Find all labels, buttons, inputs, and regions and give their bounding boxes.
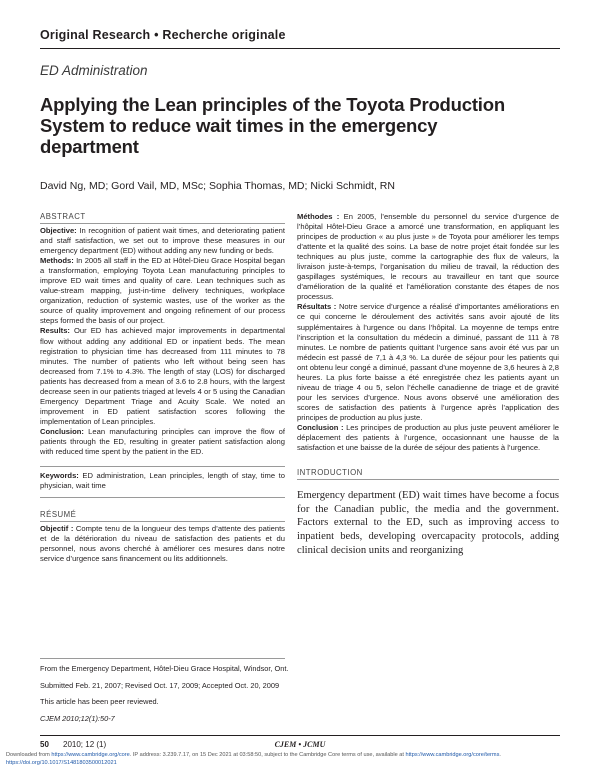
footnote-divider [40, 658, 285, 659]
doi-line [6, 760, 117, 766]
article-authors: David Ng, MD; Gord Vail, MD, MSc; Sophia Thomas, MD; Nicki Schmidt, RN [40, 180, 395, 192]
resume-heading: RÉSUMÉ [40, 510, 285, 522]
abstract-results: Results: Our ED has achieved major improvements in departmental flow without adding any additional ED or inpatient beds. The mean registration to physician time has decreased from 111 minutes to 78 minutes. The number of patients who left without being seen has decreased from 7.1% to 4.3%. The length of stay (LOS) for discharged patients has decreased from a mean of 3.6 to 2.8 hours, with the largest decrease seen in our patients triaged at levels 4 or 5 using the Canadian Emergency Department Triage and Acuity Scale. We noted an improvement in ED patient satisfaction scores following the implementation of Lean principles. [40, 326, 285, 426]
keywords-block [40, 466, 285, 498]
article-title: Applying the Lean principles of the Toyota Production System to reduce wait times in the emergency department [40, 94, 505, 157]
header-divider [40, 48, 560, 49]
section-header [40, 28, 286, 42]
resume-conclusion: Conclusion : Les principes de production au plus juste peuvent améliorer le déplacement des patients à l’urgence, occasionnant une hausse de la satisfaction et une baisse de la durée de séjour des patients à l’urgence. [297, 422, 559, 453]
page-number: 50 [40, 740, 49, 749]
introduction-heading: INTRODUCTION [297, 468, 559, 480]
article-category: ED Administration [40, 63, 148, 78]
abstract-objective: Objective: In recognition of patient wait times, and deteriorating patient and staff satisfaction, we set out to improve these measures in our emergency department (ED) without adding any new funding or beds. [40, 226, 285, 256]
abstract-conclusion: Conclusion: Lean manufacturing principles can improve the flow of patients through the ED, resulting in greater patient satisfaction along with reduced time spent by the patient in the ED. [40, 426, 285, 457]
resume-methodes: Méthodes : En 2005, l’ensemble du personnel du service d’urgence de l’hôpital Hôtel-Dieu Grace a amorcé une transformation, en appliquant les principes de production « au plus juste » de Toyota pour améliorer les temps d’attente et la qualité des soins. La base de notre projet était fondée sur les techniques au plus juste, comme la cartographie des flux de valeurs, la livraison juste-à-temps, l’organisation du milieu de travail, la réduction des gaspillages systémiques, le recours au travailleur en tant que source d’amélioration de la qualité et l’amélioration constante des étapes de nos processus. [297, 212, 559, 302]
citation: CJEM 2010;12(1):50-7 [40, 714, 115, 723]
section-title-fr: Recherche originale [162, 28, 286, 42]
submission-dates: Submitted Feb. 21, 2007; Revised Oct. 17, 2009; Accepted Oct. 20, 2009 [40, 681, 280, 690]
doi-link[interactable]: https://doi.org/10.1017/S1481803500012021 [6, 760, 117, 766]
volume-info: 2010; 12 (1) [63, 740, 107, 749]
bullet-separator: • [154, 28, 159, 42]
footer-divider [40, 735, 560, 736]
right-column [297, 212, 559, 568]
cambridge-core-link[interactable]: https://www.cambridge.org/core [51, 752, 130, 758]
left-column [40, 212, 285, 564]
peer-review-note: This article has been peer reviewed. [40, 697, 159, 706]
abstract-methods: Methods: In 2005 all staff in the ED at Hôtel-Dieu Grace Hospital began a transformation, employing Toyota Lean manufacturing principles to improve ED wait times and quality of care. Lean techniques such as value-stream mapping, just-in-time delivery techniques, workplace organization, reduction of systemic wastes, use of the worker as the source of quality improvement and ongoing refinement of our process steps formed the basis of our project. [40, 256, 285, 326]
journal-name: CJEM • JCMU [274, 740, 326, 749]
abstract-heading: ABSTRACT [40, 212, 285, 224]
introduction-text: Emergency department (ED) wait times have become a focus for the Canadian public, the media and the government. Factors external to the ED, such as improving access to inpatient beds, developing overcapacity protocols, adding clinical decision units and reorganizing [297, 490, 559, 556]
affiliation-note: From the Emergency Department, Hôtel-Dieu Grace Hospital, Windsor, Ont. [40, 664, 289, 673]
section-title-en: Original Research [40, 28, 151, 42]
keywords: Keywords: ED administration, Lean principles, length of stay, time to physician, wait time [40, 471, 285, 491]
terms-link[interactable]: https://www.cambridge.org/core/terms [405, 752, 500, 758]
resume-objectif: Objectif : Compte tenu de la longueur des temps d’attente des patients et de la détérioration du niveau de satisfaction des patients et du personnel, nous avons cherché à améliorer ces mesures dans notre service d’urgence sans financement ou lits additionnels. [40, 524, 285, 564]
resume-resultats: Résultats : Notre service d’urgence a réalisé d’importantes améliorations en ce qui concerne le déroulement des activités sans avoir ajouté de lits supplémentaires à l’urgence ou dans l’hôpital. La moyenne de temps entre l’inscription et la consultation du médecin a diminué, passant de 111 à 78 minutes. Le nombre de patients quittant l’urgence sans avoir été vus par un médecin est passé de 7,1 à 4,3 %. La durée de séjour pour les patients qui ont obtenu leur congé a diminué, passant d’une moyenne de 3,6 heures à 2,8 heures. La plus forte baisse a été enregistrée chez les patients ayant un niveau de triage 4 ou 5, selon l’échelle canadienne de triage et de gravité pour les services d’urgence. Nous avons observé une amélioration des scores de satisfaction des patients à l’urgence après l’application des principes de production au plus juste. [297, 302, 559, 422]
download-notice: Downloaded from https://www.cambridge.org/core. IP address: 3.239.7.17, on 15 Dec 2021 at 03:58:50, subject to the Cambridge Core terms of use, available at https://www.cambridge.org/core/terms. [6, 752, 501, 758]
